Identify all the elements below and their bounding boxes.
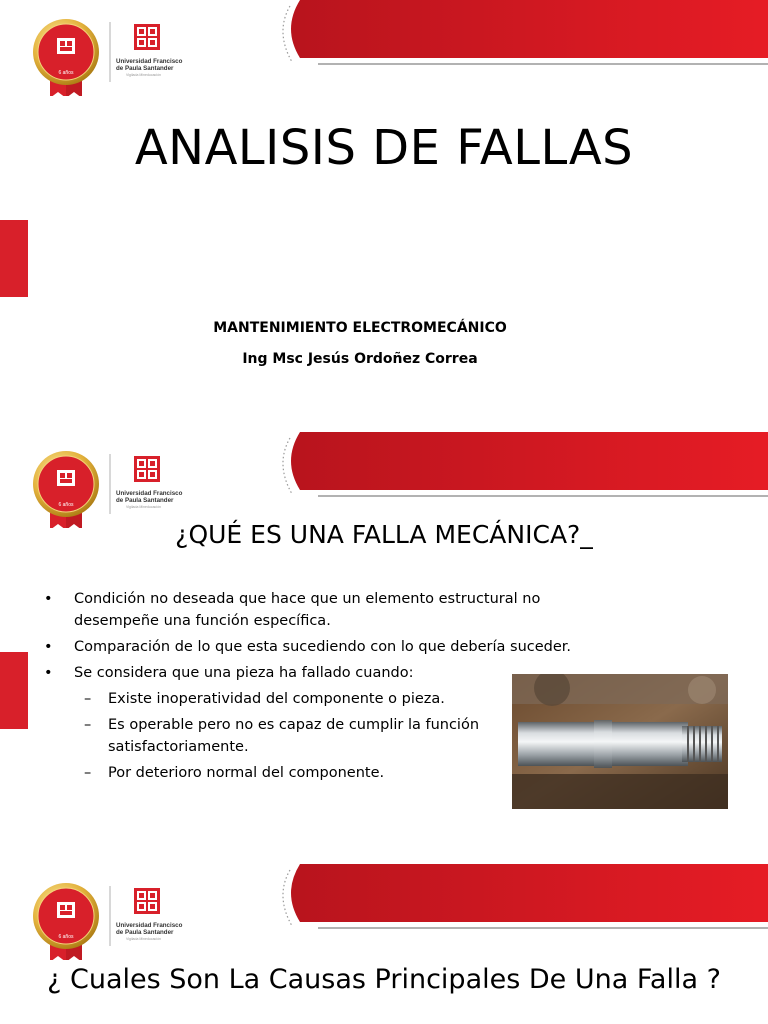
list-item [44,636,584,658]
list-item-text: Condición no deseada que hace que un elemento estructural no desempeñe una función específica. [74,591,541,629]
dash-icon: – [84,691,92,707]
slide-1 [0,0,768,432]
side-accent-bar [0,220,28,297]
bullet-list [44,588,584,788]
sub-list-item [44,714,548,758]
badge-text: 6 años [58,70,74,76]
sub-list-item-text: Existe inoperatividad del componente o pieza. [108,691,445,707]
university-tagline: Vigilada Mineducación [126,505,161,509]
university-name-line1: Universidad Francisco [116,490,183,497]
university-tagline: Vigilada Mineducación [126,937,161,941]
shaft-photo [512,674,728,809]
list-item [44,588,584,632]
instructor-name: Ing Msc Jesús Ordoñez Correa [242,351,478,367]
sub-list-item-text: Es operable pero no es capaz de cumplir la función satisfactoriamente. [108,717,480,755]
list-item [44,662,584,684]
sub-list-item [44,762,548,784]
university-name-line2: de Paula Santander [116,497,174,504]
list-item-text: Comparación de lo que esta sucediendo con lo que debería suceder. [74,639,572,655]
slide-title: ANALISIS DE FALLAS [134,120,634,176]
slide-2 [0,432,768,864]
university-logo [30,446,200,528]
sub-list-item [44,688,548,710]
university-logo [30,14,200,96]
bullet-icon: • [44,639,53,655]
side-accent-bar [0,652,28,729]
slide-title: ¿ Cuales Son La Causas Principales De Una Falla ? [47,964,721,995]
university-name-line1: Universidad Francisco [116,922,183,929]
sub-list-item-text: Por deterioro normal del componente. [108,765,385,781]
university-logo [30,878,200,960]
university-name-line1: Universidad Francisco [116,58,183,65]
dash-icon: – [84,717,92,733]
dash-icon: – [84,765,92,781]
university-name-line2: de Paula Santander [116,929,174,936]
slide-3 [0,864,768,1024]
slide-title: ¿QUÉ ES UNA FALLA MECÁNICA?_ [175,520,593,549]
course-name: MANTENIMIENTO ELECTROMECÁNICO [213,320,507,336]
list-item-text: Se considera que una pieza ha fallado cuando: [74,665,414,681]
bullet-icon: • [44,665,53,681]
badge-text: 6 años [58,934,74,940]
university-tagline: Vigilada Mineducación [126,73,161,77]
badge-text: 6 años [58,502,74,508]
university-name-line2: de Paula Santander [116,65,174,72]
bullet-icon: • [44,591,53,607]
